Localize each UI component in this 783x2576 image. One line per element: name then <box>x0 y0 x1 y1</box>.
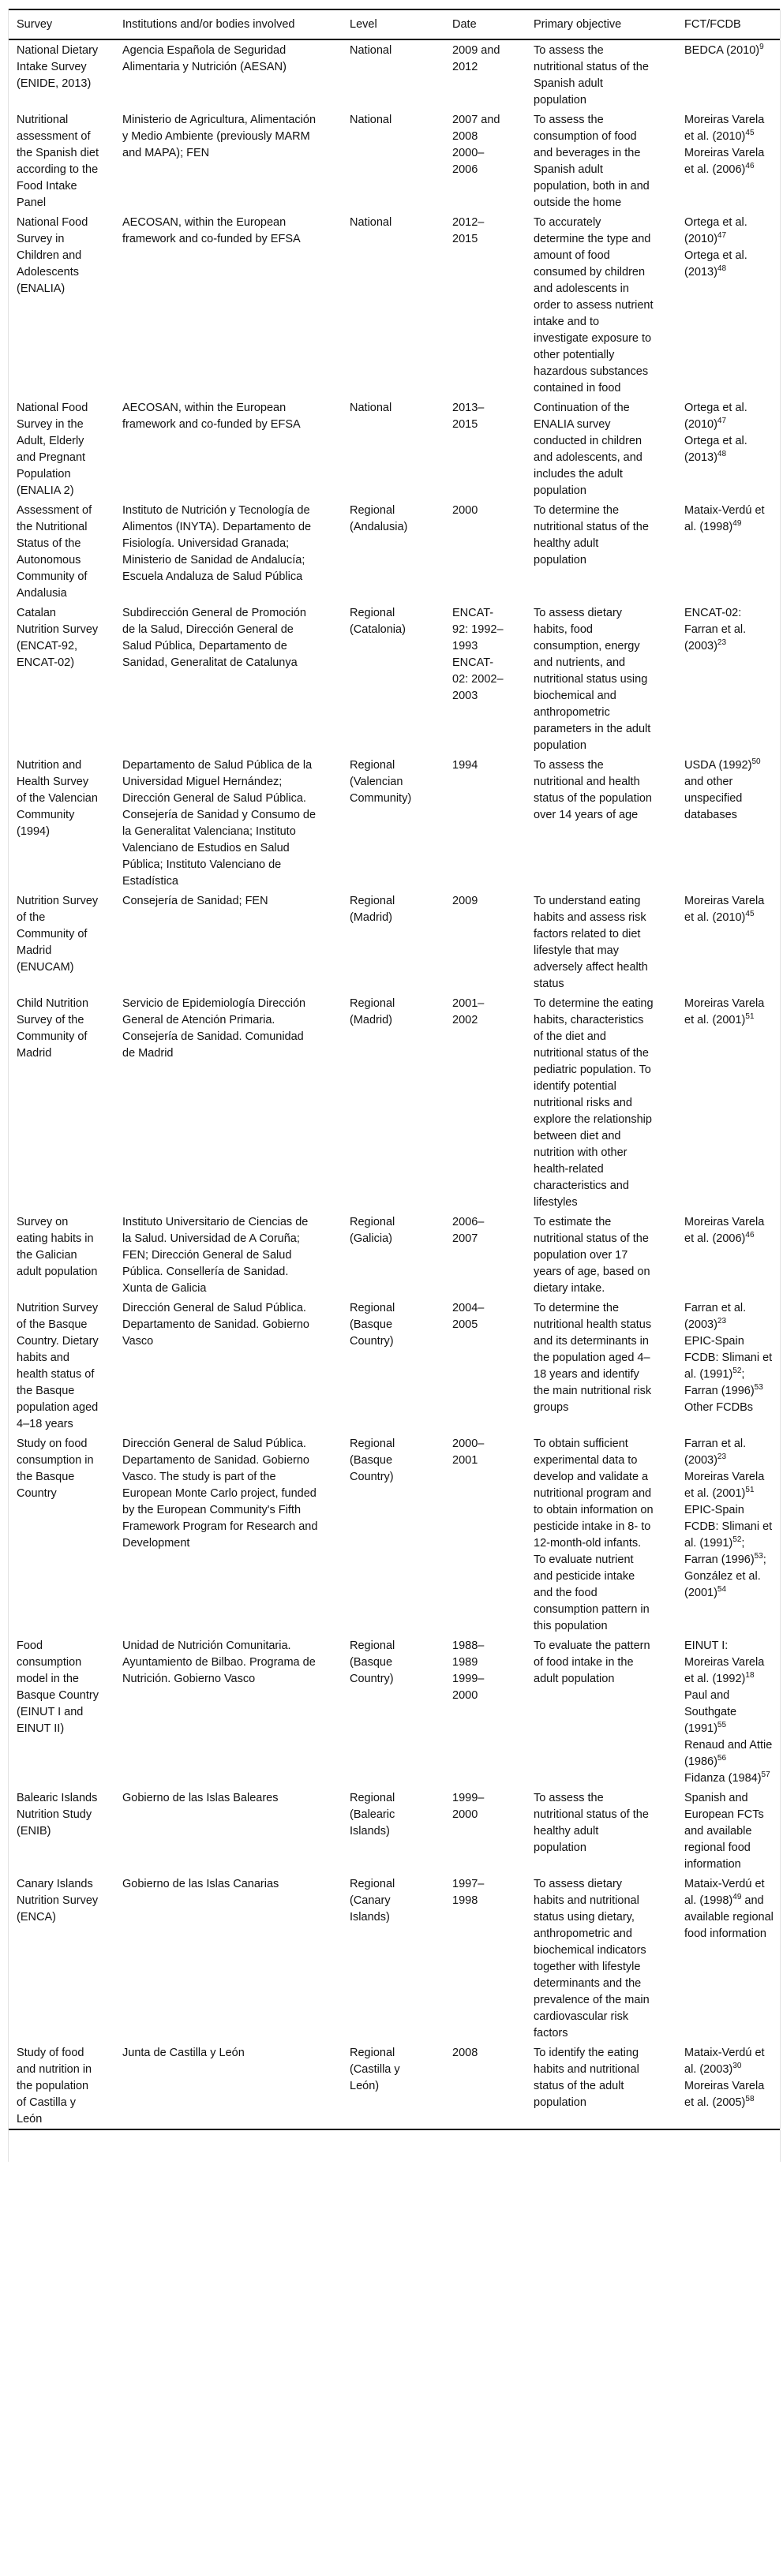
date-cell <box>452 1298 534 1434</box>
fct-reference <box>684 1400 774 1416</box>
table-header <box>9 9 780 39</box>
fct-cell <box>684 39 780 110</box>
objective-cell: To identify the eating habits and nutritional status of the adult population <box>534 2047 639 2109</box>
fct-reference <box>684 43 774 59</box>
fct-cell <box>684 1434 780 1636</box>
fct-reference <box>684 1553 766 1566</box>
fct-reference <box>684 1300 774 1333</box>
table-row <box>9 755 780 891</box>
table-row <box>9 1788 780 1874</box>
reference-number: 46 <box>745 162 755 171</box>
level-cell: National <box>350 44 392 57</box>
reference-number: 54 <box>717 1585 727 1595</box>
date-line: 2006–2007 <box>452 1216 485 1245</box>
institutions-cell: Gobierno de las Islas Baleares <box>122 1792 279 1804</box>
surveys-table-container <box>8 9 781 2162</box>
table-row <box>9 891 780 993</box>
reference-number: 52 <box>732 1535 742 1545</box>
reference-number: 56 <box>717 1754 727 1763</box>
date-cell <box>452 993 534 1212</box>
fct-reference <box>684 1385 763 1397</box>
reference-number: 51 <box>745 1012 755 1022</box>
date-cell <box>452 110 534 212</box>
objective-cell: To obtain sufficient experimental data to develop and validate a nutritional program and to obtain information on pesticide intake in 8- to 12-month-old infants. To evaluate nutrient and pesticide intake and the food consumption pattern in this population <box>534 1438 654 1632</box>
survey-cell: Assessment of the Nutritional Status of the Autonomous Community of Andalusia <box>17 504 92 600</box>
reference-number: 58 <box>745 2095 755 2104</box>
reference-number: 51 <box>745 1486 755 1495</box>
reference-text: ENCAT-02: Farran et al. (2003) <box>684 607 747 652</box>
date-line: 2000–2006 <box>452 147 485 176</box>
header-institutions: Institutions and/or bodies involved <box>122 18 295 31</box>
date-line: ENCAT-02: 2002–2003 <box>452 656 504 702</box>
reference-number: 57 <box>761 1770 770 1780</box>
table-body <box>9 39 780 2129</box>
fct-cell <box>684 1212 780 1298</box>
date-cell <box>452 212 534 398</box>
fct-cell <box>684 1298 780 1434</box>
fct-cell <box>684 398 780 500</box>
fct-reference <box>684 433 774 466</box>
table-row <box>9 1434 780 1636</box>
date-line: 1999–2000 <box>452 1673 485 1702</box>
objective-cell: To evaluate the pattern of food intake in the adult population <box>534 1639 650 1685</box>
fct-reference <box>684 1638 774 1688</box>
institutions-cell: Unidad de Nutrición Comunitaria. Ayuntamiento de Bilbao. Programa de Nutrición. Gobierno Vasco <box>122 1639 316 1685</box>
fct-reference <box>684 1688 774 1737</box>
reference-text: Moreiras Varela et al. (2010) <box>684 895 765 924</box>
reference-text: Ortega et al. (2010) <box>684 216 747 245</box>
fct-reference <box>684 1790 774 1873</box>
reference-text: Farran (1996) <box>684 1553 755 1566</box>
reference-number: 49 <box>732 519 742 529</box>
date-line: 1994 <box>452 759 478 772</box>
fct-reference <box>684 1335 772 1381</box>
fct-reference <box>684 400 774 433</box>
date-line: 2009 <box>452 895 478 907</box>
institutions-cell: Agencia Española de Seguridad Alimentaria y Nutrición (AESAN) <box>122 44 287 73</box>
fct-cell <box>684 500 780 603</box>
date-cell <box>452 1212 534 1298</box>
institutions-cell: Junta de Castilla y León <box>122 2047 245 2059</box>
reference-text: Ortega et al. (2010) <box>684 402 747 431</box>
date-line: ENCAT-92: 1992–1993 <box>452 607 504 652</box>
objective-cell: To assess the nutritional status of the Spanish adult population <box>534 44 649 107</box>
reference-number: 30 <box>732 2062 742 2071</box>
table-row <box>9 1212 780 1298</box>
fct-reference <box>684 1214 774 1247</box>
institutions-cell: Departamento de Salud Pública de la Universidad Miguel Hernández; Dirección General de Salud Pública. Consejería de Sanidad y Consumo de la Generalitat Valenciana; Instituto Valenciano de Estudios en Salud Pública; Instituto Valenciano de Estadística <box>122 759 317 888</box>
reference-text: Mataix-Verdú et al. (1998) <box>684 504 765 533</box>
level-cell: Regional (Basque Country) <box>350 1639 395 1685</box>
reference-number: 49 <box>732 1893 742 1902</box>
date-line: 2000–2001 <box>452 1438 485 1467</box>
date-line: 2012–2015 <box>452 216 485 245</box>
reference-text: Farran et al. (2003) <box>684 1438 747 1467</box>
table-row <box>9 603 780 755</box>
reference-number: 23 <box>717 1317 727 1326</box>
institutions-cell: AECOSAN, within the European framework and co-funded by EFSA <box>122 402 301 431</box>
survey-cell: National Food Survey in Children and Adolescents (ENALIA) <box>17 216 88 295</box>
fct-reference <box>684 996 774 1029</box>
reference-text: Moreiras Varela et al. (2010) <box>684 114 765 143</box>
table-row <box>9 500 780 603</box>
reference-number: 47 <box>717 417 727 426</box>
survey-cell: Child Nutrition Survey of the Community of Madrid <box>17 997 89 1060</box>
institutions-cell: Consejería de Sanidad; FEN <box>122 895 268 907</box>
survey-cell: National Dietary Intake Survey (ENIDE, 2013) <box>17 44 99 90</box>
fct-cell <box>684 755 780 891</box>
level-cell: Regional (Basque Country) <box>350 1438 395 1483</box>
reference-text: González et al. (2001) <box>684 1570 761 1599</box>
institutions-cell: Gobierno de las Islas Canarias <box>122 1878 279 1890</box>
fct-reference <box>684 605 774 655</box>
objective-cell: To accurately determine the type and amount of food consumed by children and adolescents in order to assess nutrient intake and to investigate exposure to other potentially hazardous substances contained in food <box>534 216 654 394</box>
reference-text: Ortega et al. (2013) <box>684 435 747 464</box>
reference-tail: ; <box>741 1537 745 1550</box>
reference-number: 48 <box>717 264 727 274</box>
date-line: 2008 <box>452 2047 478 2059</box>
date-cell <box>452 39 534 110</box>
level-cell: Regional (Galicia) <box>350 1216 395 1245</box>
level-cell: Regional (Madrid) <box>350 895 395 924</box>
reference-number: 50 <box>751 757 761 767</box>
fct-cell <box>684 110 780 212</box>
reference-text: Moreiras Varela et al. (2001) <box>684 997 765 1026</box>
survey-cell: Balearic Islands Nutrition Study (ENIB) <box>17 1792 98 1838</box>
reference-text: Ortega et al. (2013) <box>684 249 747 279</box>
fct-cell <box>684 603 780 755</box>
date-line: 2004–2005 <box>452 1302 485 1331</box>
table-row <box>9 1298 780 1434</box>
reference-number: 45 <box>745 129 755 138</box>
fct-reference <box>684 757 774 824</box>
level-cell: National <box>350 114 392 126</box>
level-cell: National <box>350 216 392 229</box>
fct-cell <box>684 891 780 993</box>
reference-number: 9 <box>759 43 764 52</box>
level-cell: Regional (Catalonia) <box>350 607 406 636</box>
institutions-cell: Ministerio de Agricultura, Alimentación y Medio Ambiente (previously MARM and MAPA); FEN <box>122 114 317 159</box>
institutions-cell: Dirección General de Salud Pública. Departamento de Sanidad. Gobierno Vasco <box>122 1302 309 1348</box>
table-row <box>9 398 780 500</box>
level-cell: Regional (Andalusia) <box>350 504 408 533</box>
table-row <box>9 212 780 398</box>
reference-text: EINUT I: Moreiras Varela et al. (1992) <box>684 1639 765 1685</box>
reference-text: Farran (1996) <box>684 1385 755 1397</box>
table-row <box>9 993 780 1212</box>
fct-reference <box>684 145 774 178</box>
reference-text: Spanish and European FCTs and available regional food information <box>684 1792 764 1871</box>
objective-cell: To assess dietary habits, food consumption, energy and nutrients, and nutritional status using biochemical and anthropometric parameters in the adult population <box>534 607 651 752</box>
fct-reference <box>684 248 774 281</box>
institutions-cell: Dirección General de Salud Pública. Departamento de Sanidad. Gobierno Vasco. The study is part of the European Monte Carlo project, funded by the European Community's Fifth Framework Program for Research and Development <box>122 1438 318 1550</box>
reference-text: EPIC-Spain FCDB: Slimani et al. (1991) <box>684 1504 773 1550</box>
table-row <box>9 1636 780 1788</box>
reference-number: 45 <box>745 910 755 919</box>
date-cell <box>452 500 534 603</box>
reference-number: 23 <box>717 1453 727 1462</box>
level-cell: Regional (Basque Country) <box>350 1302 395 1348</box>
fct-cell <box>684 1636 780 1788</box>
reference-number: 53 <box>754 1552 763 1561</box>
reference-text: Paul and Southgate (1991) <box>684 1689 737 1735</box>
header-level: Level <box>350 18 377 31</box>
institutions-cell: Servicio de Epidemiología Dirección General de Atención Primaria. Consejería de Sanidad. Comunidad de Madrid <box>122 997 306 1060</box>
objective-cell: To assess dietary habits and nutritional status using dietary, anthropometric and biochemical indicators together with lifestyle determinants and the prevalence of the main cardiovascular risk factors <box>534 1878 650 2039</box>
institutions-cell: AECOSAN, within the European framework and co-funded by EFSA <box>122 216 301 245</box>
survey-cell: Nutrition and Health Survey of the Valencian Community (1994) <box>17 759 98 838</box>
fct-cell <box>684 1788 780 1874</box>
objective-cell: To determine the nutritional status of the healthy adult population <box>534 504 649 566</box>
header-row <box>9 9 780 39</box>
survey-cell: National Food Survey in the Adult, Elderly and Pregnant Population (ENALIA 2) <box>17 402 88 497</box>
reference-number: 53 <box>754 1383 763 1393</box>
date-cell <box>452 2043 534 2129</box>
fct-cell <box>684 2043 780 2129</box>
level-cell: National <box>350 402 392 414</box>
date-line: 2000 <box>452 504 478 517</box>
objective-cell: To determine the nutritional health status and its determinants in the population aged 4–18 years and identify the main nutritional risk groups <box>534 1302 652 1414</box>
reference-text: USDA (1992) <box>684 759 752 772</box>
header-survey: Survey <box>17 18 53 31</box>
table-row <box>9 39 780 110</box>
objective-cell: To determine the eating habits, characteristics of the diet and nutritional status of the pediatric population. To identify potential nutritional risks and explore the relationship between diet and nutrition with other health-related characteristics and lifestyles <box>534 997 654 1209</box>
date-line: 2013–2015 <box>452 402 485 431</box>
date-line: 2001–2002 <box>452 997 485 1026</box>
date-line: 2009 and 2012 <box>452 44 500 73</box>
reference-text: Mataix-Verdú et al. (2003) <box>684 2047 765 2076</box>
reference-tail: and available regional food information <box>684 1894 774 1940</box>
reference-number: 48 <box>717 450 727 459</box>
date-line: 1997–1998 <box>452 1878 485 1907</box>
fct-reference <box>684 1570 761 1599</box>
reference-text: Renaud and Attie (1986) <box>684 1739 773 1768</box>
header-objective: Primary objective <box>534 18 622 31</box>
survey-cell: Catalan Nutrition Survey (ENCAT-92, ENCAT-02) <box>17 607 99 669</box>
fct-cell <box>684 993 780 1212</box>
date-cell <box>452 755 534 891</box>
survey-cell: Study on food consumption in the Basque Country <box>17 1438 94 1500</box>
survey-cell: Study of food and nutrition in the population of Castilla y León <box>17 2047 92 2125</box>
institutions-cell: Instituto Universitario de Ciencias de la Salud. Universidad de A Coruña; FEN; Dirección General de Salud Pública. Consellería de Sanidad. Xunta de Galicia <box>122 1216 309 1295</box>
fct-reference <box>684 2078 774 2111</box>
date-cell <box>452 891 534 993</box>
reference-tail: and other unspecified databases <box>684 776 743 821</box>
date-line: 2007 and 2008 <box>452 114 500 143</box>
fct-reference <box>684 1469 774 1502</box>
institutions-cell: Instituto de Nutrición y Tecnología de Alimentos (INYTA). Departamento de Fisiología. Universidad Granada; Ministerio de Sanidad de Andalucía; Escuela Andaluza de Salud Pública <box>122 504 312 583</box>
reference-number: 23 <box>717 638 727 648</box>
date-cell <box>452 1636 534 1788</box>
reference-number: 47 <box>717 231 727 241</box>
reference-text: Moreiras Varela et al. (2001) <box>684 1471 765 1500</box>
objective-cell: To assess the nutritional and health status of the population over 14 years of age <box>534 759 652 821</box>
reference-text: Farran et al. (2003) <box>684 1302 747 1331</box>
survey-cell: Survey on eating habits in the Galician adult population <box>17 1216 98 1278</box>
objective-cell: To understand eating habits and assess risk factors related to diet lifestyle that may adversely affect health status <box>534 895 648 990</box>
fct-reference <box>684 1436 774 1469</box>
survey-cell: Nutritional assessment of the Spanish diet according to the Food Intake Panel <box>17 114 99 209</box>
table-row <box>9 1874 780 2043</box>
date-line: 1999–2000 <box>452 1792 485 1821</box>
reference-text: Mataix-Verdú et al. (1998) <box>684 1878 765 1907</box>
objective-cell: To assess the nutritional status of the healthy adult population <box>534 1792 649 1854</box>
table-row <box>9 2043 780 2129</box>
reference-tail: ; <box>741 1368 745 1381</box>
fct-reference <box>684 112 774 145</box>
reference-text: Other FCDBs <box>684 1401 754 1414</box>
fct-cell <box>684 1874 780 2043</box>
institutions-cell: Subdirección General de Promoción de la Salud, Dirección General de Salud Pública, Departamento de Sanidad, Generalitat de Catalunya <box>122 607 306 669</box>
fct-reference <box>684 215 774 248</box>
date-line: 1988–1989 <box>452 1639 485 1669</box>
reference-tail: ; <box>762 1553 766 1566</box>
reference-text: Fidanza (1984) <box>684 1772 762 1785</box>
survey-cell: Nutrition Survey of the Community of Madrid (ENUCAM) <box>17 895 99 974</box>
survey-cell: Nutrition Survey of the Basque Country. Dietary habits and health status of the Basque population aged 4–18 years <box>17 1302 99 1430</box>
header-date: Date <box>452 18 477 31</box>
surveys-table <box>9 9 780 2130</box>
fct-reference <box>684 1876 774 1942</box>
date-cell <box>452 1788 534 1874</box>
level-cell: Regional (Madrid) <box>350 997 395 1026</box>
date-cell <box>452 398 534 500</box>
fct-reference <box>684 503 774 536</box>
fct-reference <box>684 1504 772 1550</box>
objective-cell: To assess the consumption of food and beverages in the Spanish adult population, both in and outside the home <box>534 114 650 209</box>
header-fct-fcdb: FCT/FCDB <box>684 18 741 31</box>
date-cell <box>452 1874 534 2043</box>
reference-text: Moreiras Varela et al. (2006) <box>684 147 765 176</box>
date-cell <box>452 1434 534 1636</box>
level-cell: Regional (Castilla y León) <box>350 2047 400 2092</box>
table-row <box>9 110 780 212</box>
fct-cell <box>684 212 780 398</box>
reference-text: BEDCA (2010) <box>684 44 760 57</box>
fct-reference <box>684 2045 774 2078</box>
date-cell <box>452 603 534 755</box>
reference-number: 52 <box>732 1367 742 1376</box>
reference-number: 55 <box>717 1721 727 1730</box>
reference-text: Moreiras Varela et al. (2006) <box>684 1216 765 1245</box>
fct-reference <box>684 1737 774 1770</box>
fct-reference <box>684 893 774 926</box>
level-cell: Regional (Balearic Islands) <box>350 1792 395 1838</box>
objective-cell: Continuation of the ENALIA survey conducted in children and adolescents, and includes the adult population <box>534 402 643 497</box>
survey-cell: Canary Islands Nutrition Survey (ENCA) <box>17 1878 99 1924</box>
survey-cell: Food consumption model in the Basque Country (EINUT I and EINUT II) <box>17 1639 99 1735</box>
reference-text: Moreiras Varela et al. (2005) <box>684 2080 765 2109</box>
reference-text: EPIC-Spain FCDB: Slimani et al. (1991) <box>684 1335 773 1381</box>
reference-number: 46 <box>745 1231 755 1240</box>
reference-number: 18 <box>745 1671 755 1681</box>
objective-cell: To estimate the nutritional status of the population over 17 years of age, based on dietary intake. <box>534 1216 650 1295</box>
level-cell: Regional (Canary Islands) <box>350 1878 395 1924</box>
fct-reference <box>684 1770 774 1787</box>
level-cell: Regional (Valencian Community) <box>350 759 412 805</box>
